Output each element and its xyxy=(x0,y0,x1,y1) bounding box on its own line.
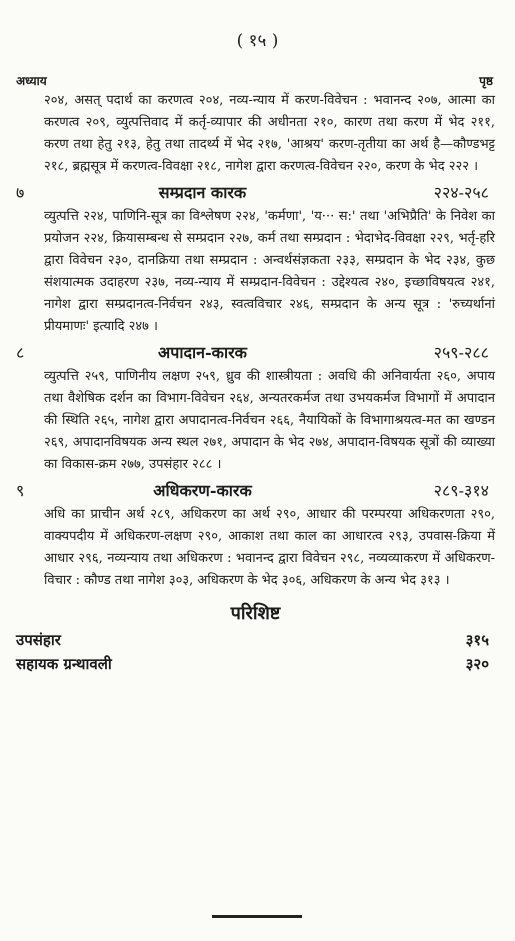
chapter-column-header: अध्याय xyxy=(16,74,47,88)
toc-header xyxy=(16,72,493,89)
page-number: ( १५ ) xyxy=(236,31,279,51)
appendix-entry xyxy=(16,652,495,676)
chapter-number: ९ xyxy=(16,481,25,500)
chapter-page-range: २२४-२५८ xyxy=(433,183,489,202)
appendix-entry-page: ३१५ xyxy=(465,631,489,649)
appendix-entry xyxy=(16,628,495,652)
chapter-summary: अधि का प्राचीन अर्थ २८९, अधिकरण का अर्थ २९०, आधार की परम्परया अधिकरणता २९०, वाक्यपदीय में अधिकरण-लक्षण २९०, आकाश तथा काल का आधारत्व २९३, उपवास-क्रिया में आधार २९६, नव्यन्याय तथा अधिकरण : भवानन्द द्वारा विवेचन २९८, नव्यव्याकरण में अधिकरण-विचार : कौण्ड तथा नागेश ३०३, अधिकरण के भेद ३०६, अधिकरण के अन्य भेद ३१३ । xyxy=(44,507,495,588)
appendix-entry-label: उपसंहार xyxy=(16,631,61,649)
chapter-page-range: २५९-२८८ xyxy=(433,343,489,362)
end-rule xyxy=(212,915,302,918)
chapter-page-range: २८९-३१४ xyxy=(433,481,489,500)
chapter-number: ७ xyxy=(16,183,25,202)
chapter-summary: व्युत्पत्ति २५९, पाणिनीय लक्षण २५९, ध्रुव की शास्त्रीयता : अवधि की अनिवार्यता २६०, अपाय तथा वैशेषिक दर्शन का विभाग-विवेचन २६४, अन्यतरकर्मज तथा उभयकर्मज विभागों में अपादान की स्थिति २६५, नागेश द्वारा अपादानत्व-निर्वचन २६६, नैयायिकों के विभागाश्रयत्व-मत का खण्डन २६९, अपादानविषयक अन्य स्थल २७१, अपादान के भेद २७४, अपादान-विषयक सूत्रों की व्याख्या का विकास-क्रम २७७, उपसंहार २८८ । xyxy=(44,369,495,472)
chapter-heading xyxy=(16,478,495,504)
chapter-number: ८ xyxy=(16,343,25,362)
page-column-header: पृष्ठ xyxy=(479,74,493,88)
chapter-heading xyxy=(16,180,495,206)
appendix-title: परिशिष्ट xyxy=(230,603,281,624)
chapter-heading xyxy=(16,340,495,366)
appendix-entry-page: ३२० xyxy=(465,655,489,673)
chapter-title: अधिकरण-कारक xyxy=(153,481,252,500)
continued-chapter-text: २०४, असत् पदार्थ का करणत्व २०४, नव्य-न्याय में करण-विवेचन : भवानन्द २०७, आत्मा का करणत्व २०९, व्युत्पत्तिवाद में कर्तृ-व्यापार की अधीनता २१०, कारण तथा करण में भेद २११, करण तथा हेतु २१३, हेतु तथा तादर्थ्य में भेद २१७, 'आश्रय' करण-तृतीया का अर्थ है—कौण्डभट्ट २१८, ब्रह्मसूत्र में करणत्व-विवक्षा २१८, नागेश द्वारा करणत्व-विवेचन २२०, करण के भेद २२२ । xyxy=(44,93,495,174)
table-of-contents xyxy=(16,90,495,676)
chapter-title: सम्प्रदान कारक xyxy=(158,183,247,202)
chapter-summary: व्युत्पत्ति २२४, पाणिनि-सूत्र का विश्लेषण २२४, 'कर्मणा', 'य··· स:' तथा 'अभिप्रैति' के निवेश का प्रयोजन २२४, क्रियासम्बन्ध से सम्प्रदान २२७, कर्म तथा सम्प्रदान : भेदाभेद-विवक्षा २२९, भर्तृ-हरि द्वारा विवेचन २३०, दानक्रिया तथा सम्प्रदान : अन्वर्थसंज्ञकता २३३, सम्प्रदान के भेद २३४, कुछ संशयात्मक उदाहरण २३७, नव्य-न्याय में सम्प्रदान-विवेचन : उद्देश्यत्व २४०, इच्छाविषयत्व २४१, नागेश द्वारा सम्प्रदानत्व-निर्वचन २४३, स्वत्वविचार २४६, सम्प्रदान के अन्य सूत्र : 'रुच्यर्थानां प्रीयमाणः' इत्यादि २४७ । xyxy=(44,209,495,334)
appendix-entry-label: सहायक ग्रन्थावली xyxy=(16,655,112,673)
chapter-title: अपादान-कारक xyxy=(158,343,247,362)
